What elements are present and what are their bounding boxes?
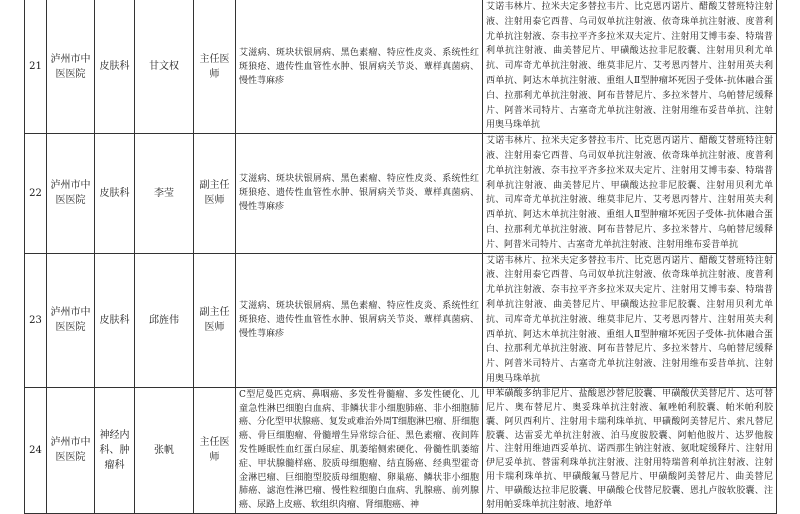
doctor-title-cell: 主任医师 [194,0,236,134]
doctor-title-cell: 主任医师 [194,387,236,513]
table-row [25,134,777,253]
hospital-cell: 泸州市中医医院 [47,387,95,513]
disease-list-cell: 艾滋病、斑块状银屑病、黑色素瘤、特应性皮炎、系统性红斑狼疮、遗传性血管性水肿、银屑病关节炎、蕈样真菌病、慢性荨麻疹 [236,253,483,387]
disease-list-cell: 艾滋病、斑块状银屑病、黑色素瘤、特应性皮炎、系统性红斑狼疮、遗传性血管性水肿、银屑病关节炎、蕈样真菌病、慢性荨麻疹 [236,134,483,253]
hospital-cell: 泸州市中医医院 [47,0,95,134]
doctor-name-cell: 张帆 [135,387,194,513]
row-number: 23 [25,253,47,387]
table-row [25,387,777,513]
doctor-title-cell: 副主任医师 [194,134,236,253]
doctor-name-cell: 李莹 [135,134,194,253]
doctor-drug-table [24,0,777,514]
table-row [25,0,777,134]
department-cell: 皮肤科 [95,0,135,134]
drug-list-cell: 艾诺韦林片、拉米夫定多替拉韦片、比克恩丙诺片、醋酸艾替班特注射液、注射用泰它西普、乌司奴单抗注射液、依奇珠单抗注射液、度普利尤单抗注射液、奈韦拉平齐多拉米双夫定片、注射用艾博韦泰、特瑞普利单抗注射液、曲美替尼片、甲磺酸达拉非尼胶囊、注射用贝利尤单抗、司库奇尤单抗注射液、维莫非尼片、艾考恩丙替片、注射用英夫利西单抗、阿达木单抗注射液、重组人Ⅱ型肿瘤坏死因子受体-抗体融合蛋白、拉那利尤单抗注射液、阿布昔替尼片、多拉米替片、乌帕替尼缓释片、阿普米司特片、古塞奇尤单抗注射液、注射用维布妥昔单抗 [483,134,777,253]
table-row [25,253,777,387]
row-number: 22 [25,134,47,253]
disease-list-cell: C型尼曼匹克病、鼻咽癌、多发性骨髓瘤、多发性硬化、儿童急性淋巴细胞白血病、非鳞状非小细胞肺癌、非小细胞肺癌、分化型甲状腺癌、复发或难治外周T细胞淋巴瘤、肝细胞癌、骨巨细胞瘤、骨髓增生异常综合征、黑色素瘤、夜间阵发性睡眠性血红蛋白尿症、肌萎缩侧索硬化、骨髓性肌萎缩症、甲状腺髓样癌、胶质母细胞瘤、结直肠癌、经典型霍奇金淋巴瘤、巨细胞型胶质母细胞瘤、卵巢癌、鳞状非小细胞肺癌、滤泡性淋巴瘤、慢性粒细胞白血病、乳腺癌、前列腺癌、尿路上皮癌、软组织肉瘤、肾细胞癌、神 [236,387,483,513]
hospital-cell: 泸州市中医医院 [47,134,95,253]
row-number: 24 [25,387,47,513]
drug-list-cell: 艾诺韦林片、拉米夫定多替拉韦片、比克恩丙诺片、醋酸艾替班特注射液、注射用泰它西普、乌司奴单抗注射液、依奇珠单抗注射液、度普利尤单抗注射液、奈韦拉平齐多拉米双夫定片、注射用艾博韦泰、特瑞普利单抗注射液、曲美替尼片、甲磺酸达拉非尼胶囊、注射用贝利尤单抗、司库奇尤单抗注射液、维莫非尼片、艾考恩丙替片、注射用英夫利西单抗、阿达木单抗注射液、重组人Ⅱ型肿瘤坏死因子受体-抗体融合蛋白、拉那利尤单抗注射液、阿布昔替尼片、多拉米替片、乌帕替尼缓释片、阿普米司特片、古塞奇尤单抗注射液、注射用维布妥昔单抗、注射用奥马珠单抗 [483,0,777,134]
department-cell: 皮肤科 [95,134,135,253]
hospital-cell: 泸州市中医医院 [47,253,95,387]
department-cell: 皮肤科 [95,253,135,387]
row-number: 21 [25,0,47,134]
drug-list-cell: 甲苯磺酸多纳非尼片、盐酸恩沙替尼胶囊、甲磺酸伏美替尼片、达可替尼片、奥布替尼片、奥妥珠单抗注射液、氟唑帕利胶囊、帕米帕利胶囊、阿贝西利片、注射用卡瑞利珠单抗、甲磺酸阿美替尼片、索凡替尼胶囊、达雷妥尤单抗注射液、泊马度胺胶囊、阿帕他胺片、达罗他胺片、注射用维迪西妥单抗、诺西那生钠注射液、氨吡啶缓释片、注射用伊尼妥单抗、替雷利珠单抗注射液、注射用特瑞普利单抗注射液、注射用卡瑞利珠单抗、甲磺酸氟马替尼片、甲磺酸阿美替尼片、曲美替尼片、甲磺酸达拉非尼胶囊、甲磺酸仑伐替尼胶囊、恩扎卢胺软胶囊、注射用帕妥珠单抗注射液、地舒单 [483,387,777,513]
department-cell: 神经内科、肿瘤科 [95,387,135,513]
disease-list-cell: 艾滋病、斑块状银屑病、黑色素瘤、特应性皮炎、系统性红斑狼疮、遗传性血管性水肿、银屑病关节炎、蕈样真菌病、慢性荨麻疹 [236,0,483,134]
doctor-name-cell: 甘文权 [135,0,194,134]
doctor-name-cell: 邱旌伟 [135,253,194,387]
drug-list-cell: 艾诺韦林片、拉米夫定多替拉韦片、比克恩丙诺片、醋酸艾替班特注射液、注射用泰它西普、乌司奴单抗注射液、依奇珠单抗注射液、度普利尤单抗注射液、奈韦拉平齐多拉米双夫定片、注射用艾博韦泰、特瑞普利单抗注射液、曲美替尼片、甲磺酸达拉非尼胶囊、注射用贝利尤单抗、司库奇尤单抗注射液、维莫非尼片、艾考恩丙替片、注射用英夫利西单抗、阿达木单抗注射液、重组人Ⅱ型肿瘤坏死因子受体-抗体融合蛋白、拉那利尤单抗注射液、阿布昔替尼片、多拉米替片、乌帕替尼缓释片、阿普米司特片、古塞奇尤单抗注射液、注射用维布妥昔单抗、注射用奥马珠单抗 [483,253,777,387]
doctor-title-cell: 副主任医师 [194,253,236,387]
